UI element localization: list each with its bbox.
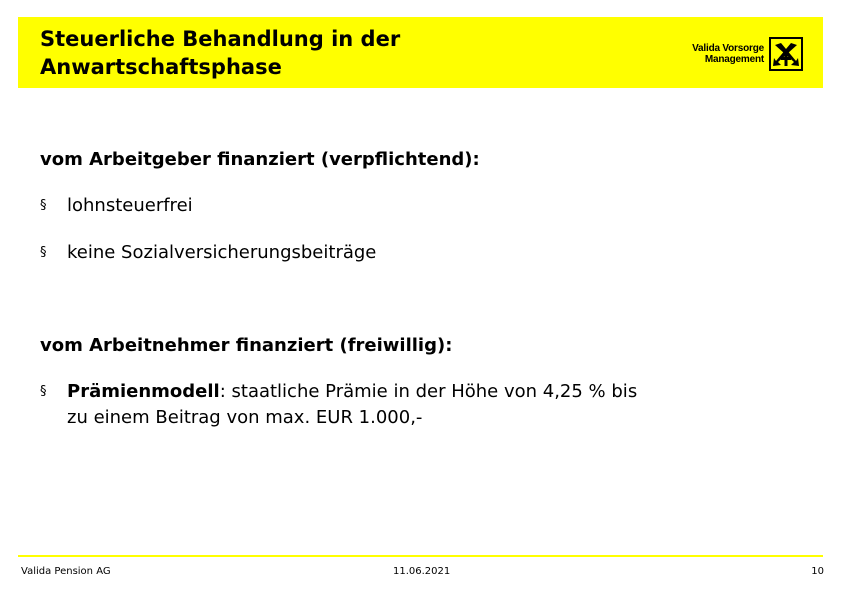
bullet-symbol: § [40,245,47,260]
list-item [40,193,800,219]
logo-text [678,43,764,65]
bullet-symbol: § [40,198,47,213]
list-item-text: keine Sozialversicherungsbeiträge [67,242,377,263]
slide-title [40,25,400,81]
list-item-text: lohnsteuerfrei [67,195,193,216]
valida-logo [678,35,803,73]
logo-text-line-1: Valida Vorsorge [692,43,764,54]
slide-title-line-2: Anwartschaftsphase [40,55,282,79]
logo-text-line-2: Management [704,54,764,65]
list-item-text [67,379,800,431]
raiffeisen-gable-cross-icon [769,37,803,71]
section-heading-employer: vom Arbeitgeber finanziert (verpflichtend): [40,149,480,170]
bonus-model-description-line-2: zu einem Beitrag von max. EUR 1.000,- [67,407,423,428]
list-item [40,379,800,431]
footer-divider [18,555,823,557]
slide-title-line-1: Steuerliche Behandlung in der [40,27,401,51]
slide-header [18,17,823,88]
list-item [40,240,800,266]
bullet-symbol: § [40,384,47,399]
page-number: 10 [811,566,824,577]
bonus-model-description-line-1: : staatliche Prämie in der Höhe von 4,25 % bis [219,381,638,402]
footer-company: Valida Pension AG [21,566,111,577]
bonus-model-term: Prämienmodell [67,381,220,402]
footer-date: 11.06.2021 [393,566,451,577]
section-heading-employee: vom Arbeitnehmer finanziert (freiwillig): [40,335,453,356]
